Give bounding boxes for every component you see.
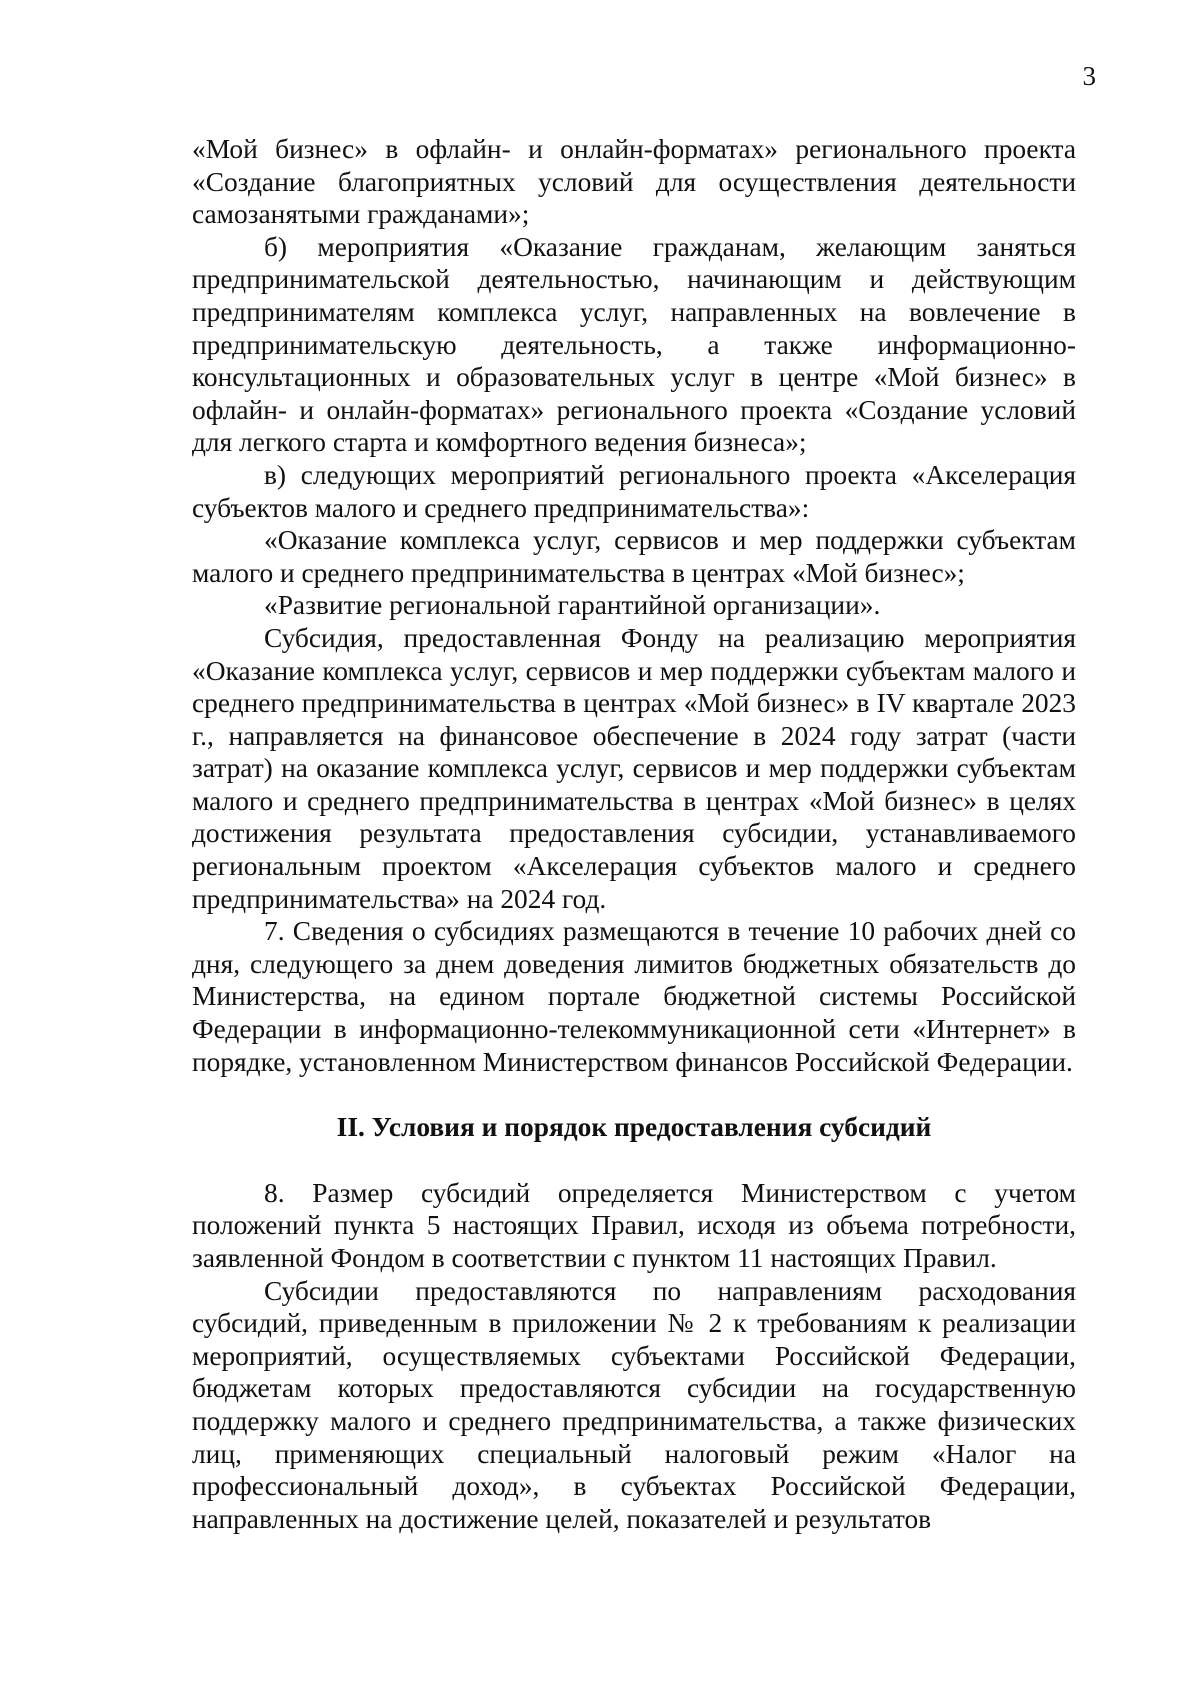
paragraph-clause-7: 7. Сведения о субсидиях размещаются в течение 10 рабочих дней со дня, следующего за днем доведения лимитов бюджетных обязательств до Министерства, на едином портале бюджетной системы Российской Федерации в информационно-телекоммуникационной сети «Интернет» в порядке, установленном Министерством финансов Российской Федерации. <box>192 916 1076 1077</box>
section-heading: II. Условия и порядок предоставления субсидий <box>336 1112 932 1143</box>
page-number: 3 <box>1082 61 1096 91</box>
paragraph-subsidy-fund: Субсидия, предоставленная Фонду на реализацию мероприятия «Оказание комплекса услуг, сервисов и мер поддержки субъектам малого и среднего предпринимательства в центрах «Мой бизнес» в IV квартале 2023 г., направляется на финансовое обеспечение в 2024 году затрат (части затрат) на оказание комплекса услуг, сервисов и мер поддержки субъектам малого и среднего предпринимательства в центрах «Мой бизнес» в целях достижения результата предоставления субсидии, устанавливаемого региональным проектом «Акселерация субъектов малого и среднего предпринимательства» на 2024 год. <box>192 622 1076 914</box>
document-body <box>192 133 1076 1535</box>
paragraph-clause-8: 8. Размер субсидий определяется Министерством с учетом положений пункта 5 настоящих Правил, исходя из объема потребности, заявленной Фондом в соответствии с пунктом 11 настоящих Правил. <box>192 1177 1076 1273</box>
paragraph-measure-guarantee: «Развитие региональной гарантийной организации». <box>264 590 881 621</box>
paragraph-item-v: в) следующих мероприятий регионального проекта «Акселерация субъектов малого и среднего предпринимательства»: <box>192 459 1076 523</box>
paragraph-measure-services: «Оказание комплекса услуг, сервисов и мер поддержки субъектам малого и среднего предпринимательства в центрах «Мой бизнес»; <box>192 525 1076 588</box>
paragraph-subsidy-directions: Субсидии предоставляются по направлениям расходования субсидий, приведенным в приложении № 2 к требованиям к реализации мероприятий, осуществляемых субъектами Российской Федерации, бюджетам которых предоставляются субсидии на государственную поддержку малого и среднего предпринимательства, а также физических лиц, применяющих специальный налоговый режим «Налог на профессиональный доход», в субъектах Российской Федерации, направленных на достижение целей, показателей и результатов <box>192 1275 1076 1534</box>
paragraph-item-b: б) мероприятия «Оказание гражданам, желающим заняться предпринимательской деятельностью, начинающим и действующим предпринимателям комплекса услуг, направленных на вовлечение в предпринимательскую деятельность, а также информационно-консультационных и образовательных услуг в центре «Мой бизнес» в офлайн- и онлайн-форматах» регионального проекта «Создание условий для легкого старта и комфортного ведения бизнеса»; <box>192 231 1076 458</box>
paragraph-continuation: «Мой бизнес» в офлайн- и онлайн-форматах» регионального проекта «Создание благоприятных условий для осуществления деятельности самозанятыми гражданами»; <box>192 134 1076 230</box>
